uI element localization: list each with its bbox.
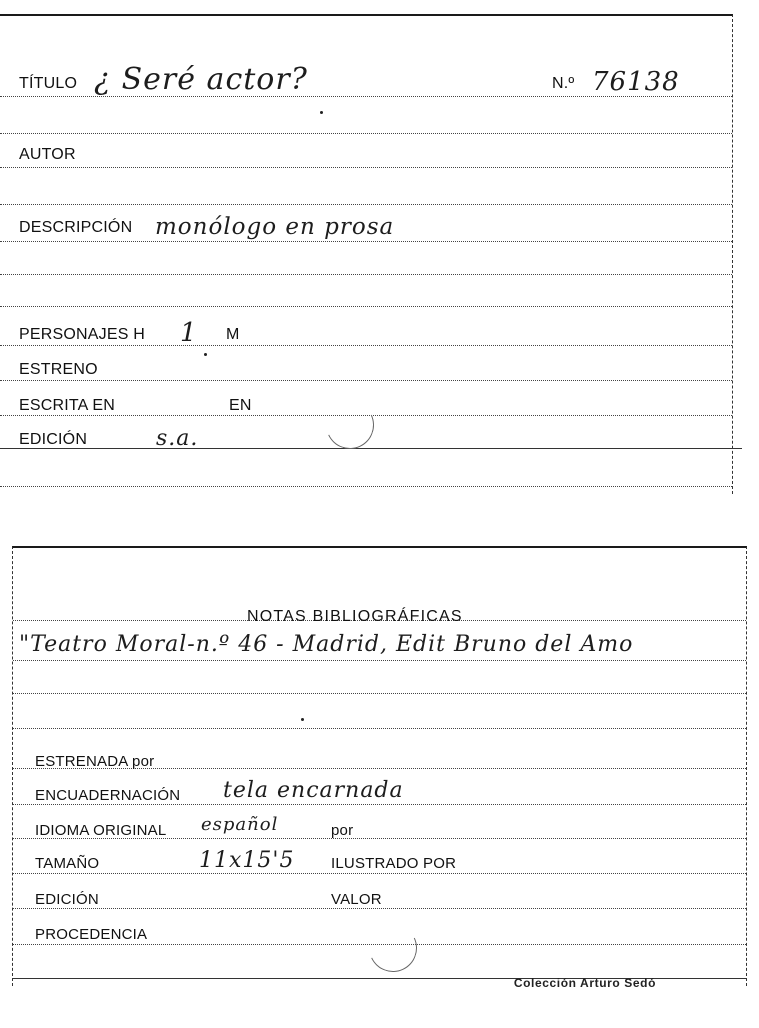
descripcion-value: monólogo en prosa bbox=[155, 214, 395, 240]
escrita-en2-label: EN bbox=[229, 397, 252, 414]
collection-stamp: Colección Arturo Sedó bbox=[513, 976, 656, 990]
numero-value: 76138 bbox=[592, 67, 680, 97]
notas-heading: NOTAS BIBLIOGRÁFICAS bbox=[247, 608, 463, 625]
personajes-h-value: 1 bbox=[180, 318, 198, 348]
descripcion-label: DESCRIPCIÓN bbox=[19, 219, 133, 236]
idioma-label: IDIOMA ORIGINAL bbox=[35, 822, 167, 839]
ink-speck bbox=[320, 111, 323, 114]
personajes-m-label: M bbox=[226, 326, 240, 343]
valor-label: VALOR bbox=[331, 891, 382, 908]
punch-hole-mark bbox=[319, 394, 381, 456]
catalog-card-back bbox=[12, 546, 747, 990]
notas-value: "Teatro Moral-n.º 46 - Madrid, Edit Bruno del Amo bbox=[19, 632, 634, 657]
estreno-label: ESTRENO bbox=[19, 361, 98, 378]
numero-label: N.º bbox=[552, 75, 575, 92]
punch-hole-mark bbox=[362, 917, 424, 979]
catalog-card-front bbox=[0, 14, 733, 494]
procedencia-label: PROCEDENCIA bbox=[35, 926, 148, 943]
ilustrado-por-label: ILUSTRADO POR bbox=[331, 855, 457, 872]
titulo-value: ¿ Seré actor? bbox=[94, 62, 308, 97]
tamano-value: 11x15'5 bbox=[199, 848, 295, 873]
escrita-en-label: ESCRITA EN bbox=[19, 397, 115, 414]
autor-label: AUTOR bbox=[19, 146, 76, 163]
ink-speck bbox=[204, 353, 207, 356]
edicion-value: s.a. bbox=[156, 426, 199, 451]
edicion2-label: EDICIÓN bbox=[35, 891, 99, 908]
personajes-h-label: PERSONAJES H bbox=[19, 326, 145, 343]
idioma-value: español bbox=[201, 814, 279, 835]
edicion-label: EDICIÓN bbox=[19, 431, 88, 448]
encuadernacion-value: tela encarnada bbox=[223, 778, 404, 803]
tamano-label: TAMAÑO bbox=[35, 855, 100, 872]
estrenada-label: ESTRENADA por bbox=[35, 753, 155, 770]
ink-speck bbox=[301, 718, 304, 721]
titulo-label: TÍTULO bbox=[19, 75, 78, 92]
encuadernacion-label: ENCUADERNACIÓN bbox=[35, 787, 181, 804]
idioma-por-label: por bbox=[331, 822, 354, 839]
